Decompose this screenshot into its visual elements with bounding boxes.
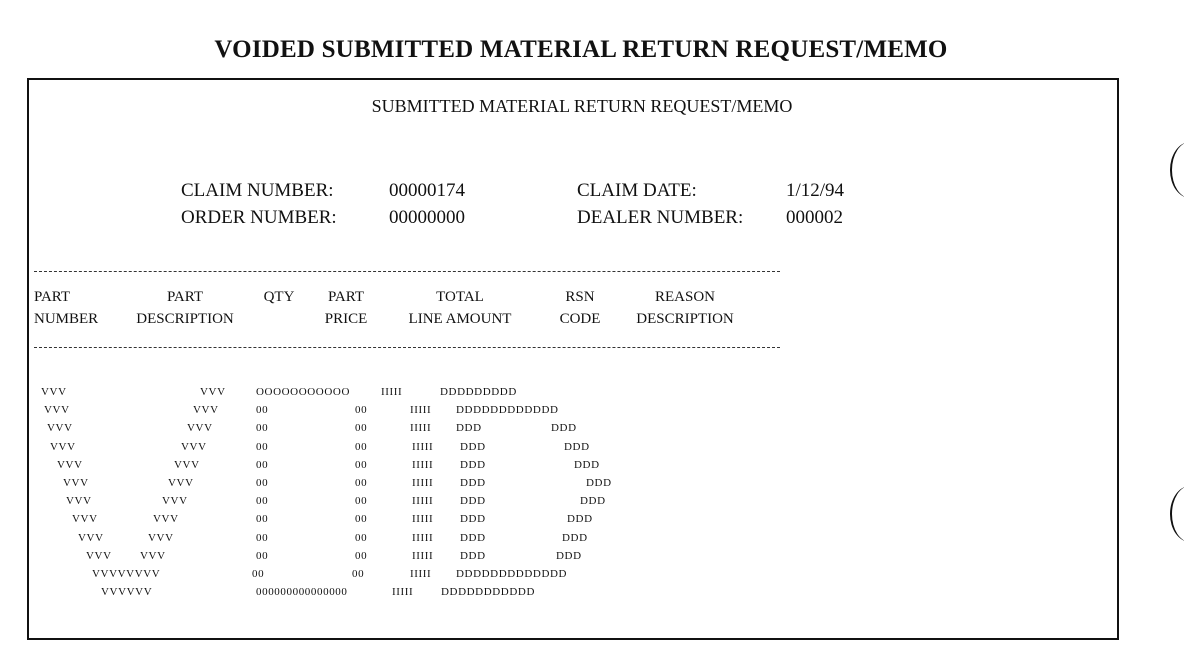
row-7-part-number: VVV	[66, 495, 92, 508]
row-12-part-number: VVVVVV	[101, 586, 153, 599]
punch-hole-top	[1170, 142, 1184, 198]
row-11-part-number: VVVVVVVV	[92, 568, 161, 580]
row-3-total-line-amount: IIIII	[410, 422, 432, 435]
col-reason-description-line2: DESCRIPTION	[636, 311, 734, 327]
row-6-qty: 00	[256, 477, 269, 489]
col-part-price-line2: PRICE	[324, 311, 368, 327]
row-4-part-description: VVV	[181, 440, 207, 453]
col-part-price	[318, 286, 374, 330]
order-number-label: ORDER NUMBER:	[181, 207, 337, 228]
col-part-number	[34, 286, 98, 330]
col-part-description	[128, 286, 242, 330]
row-11-qty: 00	[252, 568, 265, 580]
order-number-value: 00000000	[389, 207, 465, 228]
row-5-reason-description: DDD	[574, 458, 600, 471]
row-1-qty: OOOOOOOOOOO	[256, 386, 350, 398]
row-10-reason-description: DDD	[556, 549, 582, 562]
row-7-total-line-amount: IIIII	[412, 495, 434, 508]
row-4-total-line-amount: IIIII	[412, 440, 434, 453]
row-11-part-price: 00	[352, 568, 365, 580]
col-part-number-line2: NUMBER	[34, 311, 99, 327]
row-11-total-line-amount: IIIII	[410, 568, 432, 580]
row-9-part-price: 00	[355, 531, 368, 544]
col-total-line-amount-line1: TOTAL	[436, 289, 484, 305]
col-part-price-line1: PART	[327, 289, 365, 305]
row-1-part-description: VVV	[200, 386, 226, 398]
row-6-part-price: 00	[355, 477, 368, 489]
row-12-qty: 000000000000000	[256, 586, 348, 599]
row-8-total-line-amount: IIIII	[412, 513, 434, 526]
row-10-total-line-amount: IIIII	[412, 549, 434, 562]
row-6-total-line-amount: IIIII	[412, 477, 434, 489]
row-5-part-price: 00	[355, 458, 368, 471]
row-8-part-price: 00	[355, 513, 368, 526]
row-6-part-number: VVV	[63, 477, 89, 489]
dealer-number-label: DEALER NUMBER:	[577, 207, 744, 228]
row-7-reason-description: DDD	[580, 495, 606, 508]
row-9-total-line-amount: IIIII	[412, 531, 434, 544]
col-part-description-line1: PART	[166, 289, 204, 305]
page-title: VOIDED SUBMITTED MATERIAL RETURN REQUEST/MEMO	[214, 36, 948, 63]
claim-date-label: CLAIM DATE:	[577, 180, 697, 201]
claim-date-value: 1/12/94	[786, 180, 845, 201]
row-4-qty: 00	[256, 440, 269, 453]
col-part-description-line2: DESCRIPTION	[136, 311, 234, 327]
row-2-part-price: 00	[355, 404, 368, 417]
row-8-reason-description: DDD	[567, 513, 593, 526]
header-rule-top	[34, 271, 780, 272]
memo-title: SUBMITTED MATERIAL RETURN REQUEST/MEMO	[371, 96, 793, 116]
row-6-rsn-code: DDD	[460, 477, 486, 489]
row-9-part-number: VVV	[78, 531, 104, 544]
punch-hole-bottom	[1170, 486, 1184, 542]
row-10-part-description: VVV	[140, 549, 166, 562]
row-11-rsn-code: DDDDDDDDDDDDD	[456, 568, 568, 580]
dealer-number-value: 000002	[786, 207, 843, 228]
row-1-total-line-amount: IIIII	[381, 386, 403, 398]
row-4-part-price: 00	[355, 440, 368, 453]
col-part-number-line1: PART	[34, 289, 71, 305]
col-total-line-amount	[398, 286, 522, 330]
row-8-part-description: VVV	[153, 513, 179, 526]
header-rule-bottom	[34, 347, 780, 348]
row-12-rsn-code: DDDDDDDDDDD	[441, 586, 535, 599]
row-10-part-number: VVV	[86, 549, 112, 562]
col-rsn-code	[554, 286, 606, 330]
col-qty	[258, 286, 300, 308]
row-2-part-description: VVV	[193, 404, 219, 417]
row-5-qty: 00	[256, 458, 269, 471]
row-2-rsn-code: DDDDDDDDDDDD	[456, 404, 559, 417]
col-total-line-amount-line2: LINE AMOUNT	[408, 311, 512, 327]
row-5-part-description: VVV	[174, 458, 200, 471]
row-1-rsn-code: DDDDDDDDD	[440, 386, 517, 398]
row-3-part-number: VVV	[47, 422, 73, 435]
row-8-part-number: VVV	[72, 513, 98, 526]
row-10-rsn-code: DDD	[460, 549, 486, 562]
row-9-reason-description: DDD	[562, 531, 588, 544]
row-1-part-number: VVV	[41, 386, 67, 398]
row-3-qty: 00	[256, 422, 269, 435]
row-3-part-price: 00	[355, 422, 368, 435]
col-qty-line2: QTY	[263, 289, 295, 305]
row-9-part-description: VVV	[148, 531, 174, 544]
col-rsn-code-line2: CODE	[559, 311, 601, 327]
row-4-rsn-code: DDD	[460, 440, 486, 453]
row-8-qty: 00	[256, 513, 269, 526]
row-3-reason-description: DDD	[551, 422, 577, 435]
row-7-part-description: VVV	[162, 495, 188, 508]
row-8-rsn-code: DDD	[460, 513, 486, 526]
row-2-qty: 00	[256, 404, 269, 417]
col-reason-description-line1: REASON	[654, 289, 715, 305]
row-5-rsn-code: DDD	[460, 458, 486, 471]
row-5-total-line-amount: IIIII	[412, 458, 434, 471]
row-7-rsn-code: DDD	[460, 495, 486, 508]
row-12-total-line-amount: IIIII	[392, 586, 414, 599]
row-6-part-description: VVV	[168, 477, 194, 489]
row-10-qty: 00	[256, 549, 269, 562]
row-2-part-number: VVV	[44, 404, 70, 417]
row-6-reason-description: DDD	[586, 477, 612, 489]
row-7-qty: 00	[256, 495, 269, 508]
row-9-rsn-code: DDD	[460, 531, 486, 544]
row-7-part-price: 00	[355, 495, 368, 508]
col-reason-description	[626, 286, 744, 330]
claim-number-label: CLAIM NUMBER:	[181, 180, 334, 201]
row-5-part-number: VVV	[57, 458, 83, 471]
row-4-part-number: VVV	[50, 440, 76, 453]
row-9-qty: 00	[256, 531, 269, 544]
row-3-part-description: VVV	[187, 422, 213, 435]
row-4-reason-description: DDD	[564, 440, 590, 453]
row-2-total-line-amount: IIIII	[410, 404, 432, 417]
col-rsn-code-line1: RSN	[565, 289, 595, 305]
row-10-part-price: 00	[355, 549, 368, 562]
claim-number-value: 00000174	[389, 180, 465, 201]
row-3-rsn-code: DDD	[456, 422, 482, 435]
